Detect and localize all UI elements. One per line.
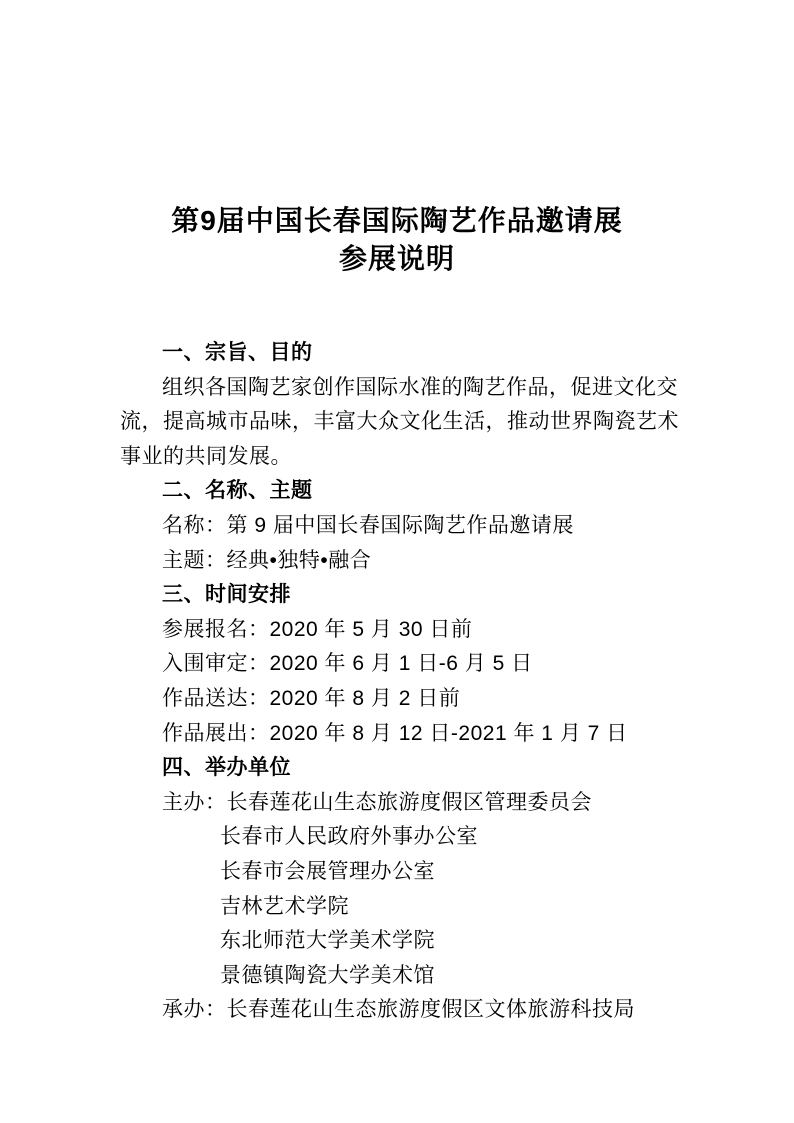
body-line: 流，提高城市品味，丰富大众文化生活，推动世界陶瓷艺术	[120, 410, 679, 434]
body-line: 参展报名：2020 年 5 月 30 日前	[162, 617, 473, 641]
body-line: 作品展出：2020 年 8 月 12 日-2021 年 1 月 7 日	[162, 721, 628, 745]
body-line: 东北师范大学美术学院	[220, 929, 435, 953]
body-line: 作品送达：2020 年 8 月 2 日前	[162, 686, 461, 710]
body-line: 长春市会展管理办公室	[220, 859, 435, 883]
body-line: 长春市人民政府外事办公室	[220, 825, 478, 849]
section-heading: 二、名称、主题	[162, 479, 313, 503]
body-line: 吉林艺术学院	[220, 894, 349, 918]
body-line: 组织各国陶艺家创作国际水准的陶艺作品，促进文化交	[162, 375, 678, 399]
section-heading: 一、宗旨、目的	[162, 341, 313, 364]
document-title	[0, 202, 794, 278]
document-body	[120, 336, 678, 1028]
title-line-1: 第9届中国长春国际陶艺作品邀请展	[171, 205, 623, 236]
body-line: 主题：经典•独特•融合	[162, 548, 372, 572]
body-line: 事业的共同发展。	[120, 444, 292, 468]
section-heading: 三、时间安排	[162, 583, 291, 607]
section-heading: 四、举办单位	[162, 756, 291, 780]
body-line: 主办：长春莲花山生态旅游度假区管理委员会	[162, 790, 592, 814]
body-line: 入围审定：2020 年 6 月 1 日-6 月 5 日	[162, 652, 533, 676]
body-line: 名称：第 9 届中国长春国际陶艺作品邀请展	[162, 513, 574, 537]
body-line: 承办：长春莲花山生态旅游度假区文体旅游科技局	[162, 998, 635, 1022]
body-line: 景德镇陶瓷大学美术馆	[220, 963, 435, 987]
title-line-2: 参展说明	[338, 243, 455, 274]
